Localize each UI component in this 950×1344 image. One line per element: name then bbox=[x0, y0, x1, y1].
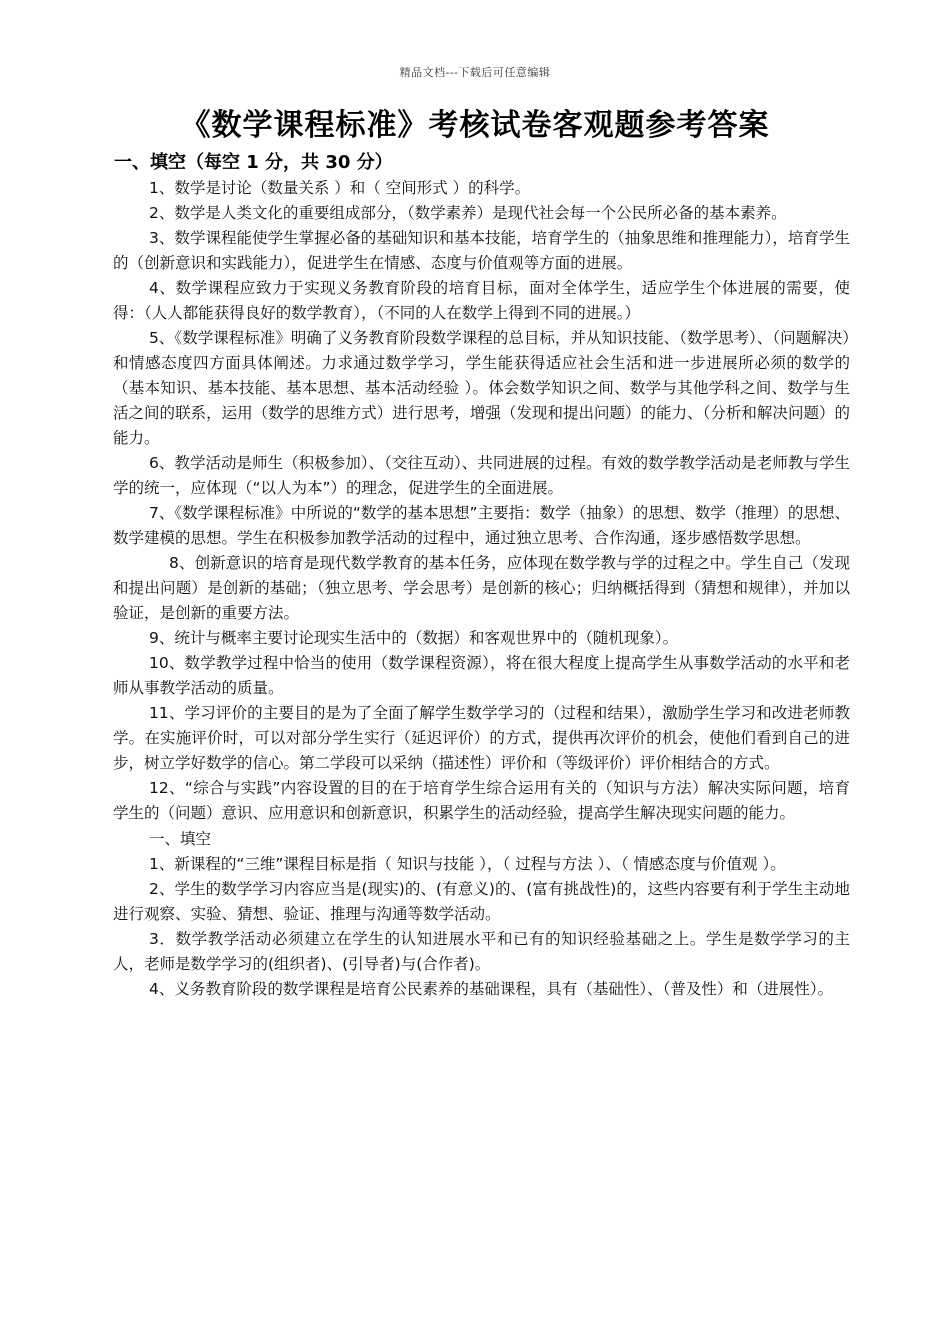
document-body bbox=[113, 150, 850, 1002]
question-item-s2-4: 4、义务教育阶段的数学课程是培育公民素养的基础课程，具有（基础性）、（普及性）和（进展性）。 bbox=[149, 980, 834, 998]
section-heading-fill-in: 一、填空 bbox=[149, 830, 212, 848]
question-item-s2-3: 3．数学教学活动必须建立在学生的认知进展水平和已有的知识经验基础之上。学生是数学学习的主人，老师是数学学习的(组织者)、(引导者)与(合作者)。 bbox=[113, 930, 850, 973]
question-item-5: 5、《数学课程标准》明确了义务教育阶段数学课程的总目标，并从知识技能、（数学思考）、（问题解决）和情感态度四方面具体阐述。力求通过数学学习，学生能获得适应社会生活和进一步进展所必须的数学的（基本知识、基本技能、基本思想、基本活动经验 ）。体会数学知识之间、数学与其他学科之间、数学与生活之间的联系，运用（数学的思维方式）进行思考，增强（发现和提出问题）的能力、（分析和解决问题）的能力。 bbox=[113, 329, 850, 447]
question-item-1: 1、数学是讨论（数量关系 ）和（ 空间形式 ）的科学。 bbox=[149, 179, 531, 197]
question-item-9: 9、统计与概率主要讨论现实生活中的（数据）和客观世界中的（随机现象）。 bbox=[149, 629, 679, 647]
document-title: 《数学课程标准》考核试卷客观题参考答案 bbox=[180, 108, 770, 143]
question-item-3: 3、数学课程能使学生掌握必备的基础知识和基本技能，培育学生的（抽象思维和推理能力），培育学生的（创新意识和实践能力），促进学生在情感、态度与价值观等方面的进展。 bbox=[113, 229, 850, 272]
question-item-8: 8、创新意识的培育是现代数学教育的基本任务，应体现在数学教与学的过程之中。学生自己（发现和提出问题）是创新的基础；（独立思考、学会思考）是创新的核心；归纳概括得到（猜想和规律），并加以验证，是创新的重要方法。 bbox=[113, 554, 850, 622]
question-item-11: 11、学习评价的主要目的是为了全面了解学生数学学习的（过程和结果），激励学生学习和改进老师教学。在实施评价时，可以对部分学生实行（延迟评价）的方式，提供再次评价的机会，使他们看到自己的进步，树立学好数学的信心。第二学段可以采纳（描述性）评价和（等级评价）评价相结合的方式。 bbox=[113, 704, 850, 772]
header-note: 精品文档---下载后可任意编辑 bbox=[399, 66, 551, 79]
question-item-2: 2、数学是人类文化的重要组成部分，（数学素养）是现代社会每一个公民所必备的基本素养。 bbox=[149, 204, 787, 222]
question-item-12: 12、“综合与实践”内容设置的目的在于培育学生综合运用有关的（知识与方法）解决实际问题，培育学生的（问题）意识、应用意识和创新意识，积累学生的活动经验，提高学生解决现实问题的能力。 bbox=[113, 779, 850, 822]
question-item-4: 4、数学课程应致力于实现义务教育阶段的培育目标，面对全体学生，适应学生个体进展的需要，使得：（人人都能获得良好的数学教育），（不同的人在数学上得到不同的进展。） bbox=[113, 279, 850, 322]
question-item-s2-2: 2、学生的数学学习内容应当是(现实)的、(有意义)的、(富有挑战性)的，这些内容要有利于学生主动地进行观察、实验、猜想、验证、推理与沟通等数学活动。 bbox=[113, 880, 850, 923]
section-heading-fill-in-scored: 一、填空（每空 1 分，共 30 分） bbox=[114, 152, 393, 173]
question-item-s2-1: 1、新课程的“三维”课程目标是指（ 知识与技能 ），（ 过程与方法 ）、（ 情感态度与价值观 ）。 bbox=[149, 855, 786, 873]
question-item-6: 6、教学活动是师生（积极参加）、（交往互动）、共同进展的过程。有效的数学教学活动是老师教与学生学的统一，应体现（“以人为本”）的理念，促进学生的全面进展。 bbox=[113, 454, 850, 497]
question-item-7: 7、《数学课程标准》中所说的“数学的基本思想”主要指：数学（抽象）的思想、数学（推理）的思想、数学建模的思想。学生在积极参加教学活动的过程中，通过独立思考、合作沟通，逐步感悟数学思想。 bbox=[113, 504, 850, 547]
question-item-10: 10、数学教学过程中恰当的使用（数学课程资源），将在很大程度上提高学生从事数学活动的水平和老师从事教学活动的质量。 bbox=[113, 654, 850, 697]
